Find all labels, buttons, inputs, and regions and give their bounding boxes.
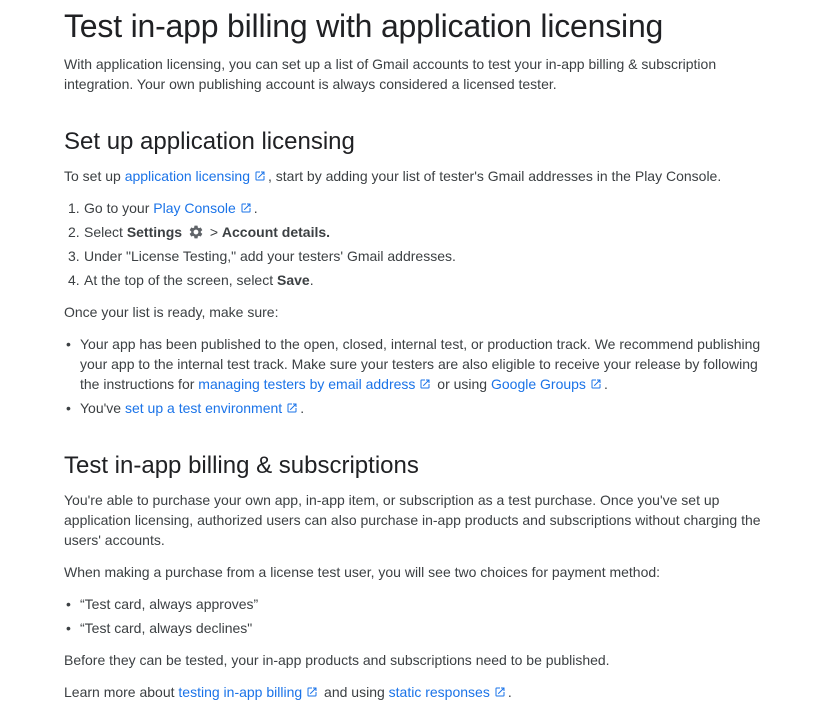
testing-in-app-billing-link[interactable] — [178, 684, 320, 700]
external-link-icon — [254, 170, 266, 182]
external-link-icon — [240, 202, 252, 214]
bullet-icon: • — [66, 620, 71, 636]
step-number: 3. — [68, 248, 80, 264]
managing-testers-link-text: managing testers by email address — [198, 376, 416, 392]
learn-text-after: . — [507, 684, 512, 700]
requirement-text-before: Your app has been published to the open, closed, internal test, or production track. We recommend publishing your app to the internal test track. Make sure your testers are also eligible to receive your release by following the instructions for — [80, 336, 761, 392]
step-text-before: Go to your — [84, 200, 154, 216]
account-details-label: Account details. — [221, 224, 331, 240]
step-text-before: At the top of the screen, select — [84, 272, 277, 288]
test-environment-link-text: set up a test environment — [124, 400, 283, 416]
list-item — [64, 618, 784, 642]
setup-steps-list — [64, 198, 784, 294]
intro-paragraph: With application licensing, you can set up a list of Gmail accounts to test your in-app billing & subscription integration. Your own publishing account is always considered a licensed tester. — [64, 56, 717, 92]
list-item — [64, 270, 784, 294]
section-heading-billing: Test in-app billing & subscriptions — [64, 452, 419, 479]
play-console-link-text: Play Console — [153, 200, 236, 216]
step-text-mid: > — [205, 224, 222, 240]
requirement-text-before: You've — [80, 400, 125, 416]
application-licensing-link[interactable] — [125, 168, 268, 184]
bullet-icon: • — [66, 596, 71, 612]
publish-paragraph: Before they can be tested, your in-app products and subscriptions need to be published. — [64, 652, 610, 668]
external-link-icon — [590, 378, 602, 390]
requirement-text-after: . — [300, 400, 305, 416]
test-environment-link[interactable] — [125, 400, 300, 416]
play-console-link[interactable] — [153, 200, 254, 216]
lead-text-after: , start by adding your list of tester's Gmail addresses in the Play Console. — [268, 168, 722, 184]
section-heading-licensing: Set up application licensing — [64, 128, 355, 155]
bullet-icon: • — [66, 336, 71, 352]
step-text-after: . — [253, 200, 258, 216]
requirement-text-after: . — [603, 376, 608, 392]
lead-text-before: To set up — [64, 168, 125, 184]
gear-icon — [188, 224, 204, 240]
learn-text-before: Learn more about — [64, 684, 179, 700]
list-item — [64, 334, 769, 394]
licensing-lead — [64, 166, 769, 186]
step-number: 2. — [68, 224, 80, 240]
list-item — [64, 222, 784, 246]
requirement-text-mid: or using — [433, 376, 491, 392]
static-responses-link[interactable] — [389, 684, 508, 700]
list-item — [64, 198, 784, 222]
ready-paragraph: Once your list is ready, make sure: — [64, 304, 279, 320]
page-title: Test in-app billing with application licensing — [64, 8, 664, 44]
external-link-icon — [419, 378, 431, 390]
save-label: Save — [277, 272, 310, 288]
google-groups-link-text: Google Groups — [490, 376, 586, 392]
learn-more-paragraph — [64, 682, 769, 702]
list-item — [64, 246, 784, 270]
external-link-icon — [494, 686, 506, 698]
settings-label: Settings — [126, 224, 183, 240]
list-item — [64, 594, 784, 618]
external-link-icon — [286, 402, 298, 414]
step-text-before: Select — [84, 224, 127, 240]
managing-testers-link[interactable] — [198, 376, 433, 392]
payment-choice-approves: “Test card, always approves” — [80, 596, 259, 612]
learn-text-mid: and using — [320, 684, 389, 700]
external-link-icon — [306, 686, 318, 698]
bullet-icon: • — [66, 400, 71, 416]
purchase-paragraph: You're able to purchase your own app, in-app item, or subscription as a test purchase. Once you've set up application licensing, authorized users can also purchase in-app products and subscriptions without charging the users' accounts. — [64, 492, 761, 548]
testing-in-app-billing-link-text: testing in-app billing — [178, 684, 303, 700]
list-item — [64, 398, 769, 418]
step-number: 1. — [68, 200, 80, 216]
requirements-list — [64, 334, 769, 418]
static-responses-link-text: static responses — [388, 684, 490, 700]
payment-method-paragraph: When making a purchase from a license test user, you will see two choices for payment method: — [64, 564, 661, 580]
payment-choices-list — [64, 594, 784, 642]
step-number: 4. — [68, 272, 80, 288]
step-text-after: . — [309, 272, 314, 288]
application-licensing-link-text: application licensing — [124, 168, 251, 184]
payment-choice-declines: “Test card, always declines" — [80, 620, 253, 636]
google-groups-link[interactable] — [491, 376, 604, 392]
step-text: Under "License Testing," add your testers' Gmail addresses. — [84, 248, 456, 264]
